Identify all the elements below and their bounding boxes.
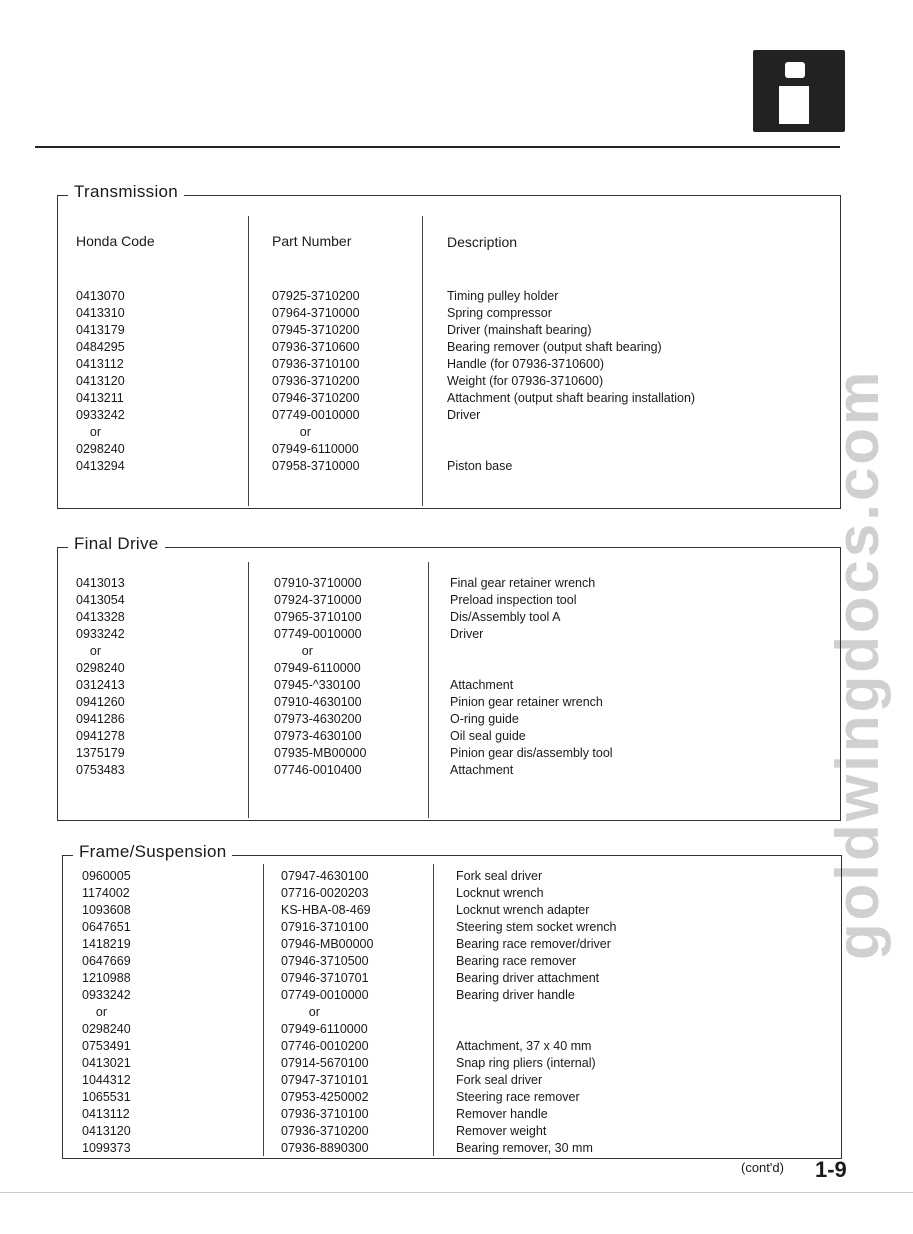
final-drive-cell-desc: Pinion gear retainer wrench: [450, 695, 603, 709]
transmission-cell-part: 07936-3710100: [272, 357, 360, 371]
final-drive-cell-code: 0312413: [76, 678, 125, 692]
transmission-cell-part: 07958-3710000: [272, 459, 360, 473]
transmission-cell-part: 07949-6110000: [272, 442, 359, 456]
frame-suspension-cell-code: 0960005: [82, 869, 131, 883]
transmission-cell-desc: [447, 424, 695, 441]
frame-suspension-cell-part: 07953-4250002: [281, 1090, 369, 1104]
frame-suspension-cell-desc: Remover handle: [456, 1107, 548, 1121]
header-description: Description: [447, 234, 518, 250]
final-drive-cell-code: 0413013: [76, 576, 125, 590]
frame-suspension-cell-desc: Fork seal driver: [456, 1073, 543, 1087]
frame-suspension-cell-desc: Locknut wrench adapter: [456, 903, 590, 917]
final-drive-cell-part: 07910-4630100: [274, 695, 362, 709]
final-drive-cell-part: 07973-4630100: [274, 729, 362, 743]
frame-suspension-cell-desc: [456, 1004, 617, 1021]
final-drive-descriptions: [450, 575, 613, 779]
frame-suspension-cell-part: or: [281, 1005, 320, 1019]
frame-suspension-cell-code: 0933242: [82, 988, 131, 1002]
transmission-cell-desc: Driver: [447, 408, 481, 422]
header-honda-code: Honda Code: [76, 233, 155, 249]
frame-suspension-cell-code: 1093608: [82, 903, 131, 917]
frame-suspension-cell-code: 0753491: [82, 1039, 131, 1053]
final-drive-cell-desc: Attachment: [450, 763, 514, 777]
transmission-section: [57, 182, 841, 509]
column-divider: [428, 562, 429, 818]
final-drive-cell-code: 1375179: [76, 746, 125, 760]
final-drive-cell-part: 07949-6110000: [274, 661, 361, 675]
transmission-cell-part: 07964-3710000: [272, 306, 360, 320]
frame-suspension-cell-code: 0647651: [82, 920, 131, 934]
final-drive-parts: [274, 575, 366, 779]
transmission-cell-desc: Spring compressor: [447, 306, 552, 320]
final-drive-cell-code: 0941260: [76, 695, 125, 709]
final-drive-cell-part: 07965-3710100: [274, 610, 362, 624]
column-divider: [248, 216, 249, 506]
transmission-cell-desc: [447, 441, 695, 458]
transmission-cell-part: 07945-3710200: [272, 323, 360, 337]
page-number: 1-9: [815, 1157, 847, 1182]
transmission-cell-part: 07749-0010000: [272, 408, 360, 422]
frame-suspension-parts: [281, 868, 373, 1157]
final-drive-codes: [76, 575, 125, 779]
info-icon-dot: [785, 62, 805, 78]
frame-suspension-cell-part: 07746-0010200: [281, 1039, 369, 1053]
transmission-cell-code: 0413294: [76, 459, 125, 473]
frame-suspension-cell-part: 07936-3710100: [281, 1107, 369, 1121]
transmission-cell-part: 07946-3710200: [272, 391, 360, 405]
transmission-cell-code: 0413112: [76, 357, 124, 371]
frame-suspension-cell-code: 1418219: [82, 937, 131, 951]
frame-suspension-cell-desc: Fork seal driver: [456, 869, 543, 883]
final-drive-cell-desc: Pinion gear dis/assembly tool: [450, 746, 613, 760]
transmission-cell-desc: Driver (mainshaft bearing): [447, 323, 592, 337]
column-divider: [248, 562, 249, 818]
frame-suspension-cell-part: 07936-8890300: [281, 1141, 369, 1155]
info-icon: [753, 50, 845, 132]
frame-suspension-cell-code: 1044312: [82, 1073, 131, 1087]
column-divider: [433, 864, 434, 1156]
column-divider: [422, 216, 423, 506]
frame-suspension-cell-desc: [456, 1021, 617, 1038]
transmission-cell-code: 0413070: [76, 289, 125, 303]
frame-suspension-cell-desc: Steering stem socket wrench: [456, 920, 617, 934]
frame-suspension-cell-part: 07716-0020203: [281, 886, 369, 900]
frame-suspension-cell-desc: Bearing driver attachment: [456, 971, 600, 985]
info-icon-stem: [779, 86, 809, 124]
frame-suspension-cell-desc: Snap ring pliers (internal): [456, 1056, 596, 1070]
final-drive-cell-desc: Final gear retainer wrench: [450, 576, 596, 590]
final-drive-cell-desc: O-ring guide: [450, 712, 519, 726]
frame-suspension-cell-desc: Steering race remover: [456, 1090, 580, 1104]
final-drive-cell-code: 0941278: [76, 729, 125, 743]
transmission-codes: [76, 288, 125, 475]
transmission-parts: [272, 288, 360, 475]
frame-suspension-cell-code: 0413021: [82, 1056, 131, 1070]
transmission-cell-desc: Weight (for 07936-3710600): [447, 374, 604, 388]
transmission-cell-part: 07936-3710600: [272, 340, 360, 354]
frame-suspension-cell-desc: Bearing remover, 30 mm: [456, 1141, 593, 1155]
frame-suspension-cell-code: 1099373: [82, 1141, 131, 1155]
transmission-cell-code: 0413179: [76, 323, 125, 337]
column-divider: [263, 864, 264, 1156]
transmission-descriptions: [447, 288, 695, 475]
final-drive-cell-desc: Preload inspection tool: [450, 593, 577, 607]
bottom-divider: [0, 1192, 913, 1193]
frame-suspension-cell-desc: Remover weight: [456, 1124, 547, 1138]
final-drive-cell-desc: [450, 660, 613, 677]
final-drive-cell-code: 0933242: [76, 627, 125, 641]
final-drive-section: [57, 534, 841, 821]
frame-suspension-section: [62, 842, 842, 1159]
frame-suspension-cell-desc: Bearing driver handle: [456, 988, 575, 1002]
header-part-number: Part Number: [272, 233, 352, 249]
transmission-title: Transmission: [68, 182, 184, 202]
frame-suspension-cell-code: 1210988: [82, 971, 131, 985]
transmission-cell-code: 0413211: [76, 391, 124, 405]
final-drive-cell-desc: [450, 643, 613, 660]
frame-suspension-cell-part: 07946-3710701: [281, 971, 369, 985]
frame-suspension-descriptions: [456, 868, 617, 1157]
final-drive-cell-code: 0941286: [76, 712, 125, 726]
transmission-cell-code: 0413120: [76, 374, 125, 388]
frame-suspension-cell-desc: Bearing race remover/driver: [456, 937, 611, 951]
frame-suspension-cell-part: 07946-MB00000: [281, 937, 374, 951]
frame-suspension-cell-code: or: [82, 1005, 108, 1019]
continued-label: (cont'd): [741, 1160, 784, 1175]
final-drive-cell-part: 07935-MB00000: [274, 746, 367, 760]
final-drive-cell-desc: Dis/Assembly tool A: [450, 610, 561, 624]
watermark: goldwingdocs.com: [824, 368, 891, 960]
final-drive-cell-desc: Driver: [450, 627, 484, 641]
final-drive-cell-desc: Attachment: [450, 678, 514, 692]
final-drive-cell-part: 07973-4630200: [274, 712, 362, 726]
frame-suspension-cell-part: 07914-5670100: [281, 1056, 369, 1070]
final-drive-title: Final Drive: [68, 534, 165, 554]
final-drive-cell-part: 07749-0010000: [274, 627, 362, 641]
transmission-cell-part: 07925-3710200: [272, 289, 360, 303]
final-drive-cell-part: 07924-3710000: [274, 593, 362, 607]
transmission-cell-desc: Attachment (output shaft bearing installation): [447, 391, 696, 405]
final-drive-cell-part: or: [274, 644, 313, 658]
frame-suspension-title: Frame/Suspension: [73, 842, 232, 862]
frame-suspension-cell-part: 07749-0010000: [281, 988, 369, 1002]
frame-suspension-cell-code: 0413120: [82, 1124, 131, 1138]
transmission-cell-desc: Handle (for 07936-3710600): [447, 357, 605, 371]
frame-suspension-codes: [82, 868, 131, 1157]
final-drive-cell-code: 0298240: [76, 661, 125, 675]
transmission-cell-code: 0933242: [76, 408, 125, 422]
final-drive-cell-code: 0753483: [76, 763, 125, 777]
transmission-cell-part: 07936-3710200: [272, 374, 360, 388]
frame-suspension-cell-code: 1065531: [82, 1090, 131, 1104]
final-drive-cell-part: 07910-3710000: [274, 576, 362, 590]
frame-suspension-cell-code: 0413112: [82, 1107, 130, 1121]
final-drive-cell-code: 0413054: [76, 593, 125, 607]
transmission-cell-desc: Piston base: [447, 459, 513, 473]
frame-suspension-cell-part: 07946-3710500: [281, 954, 369, 968]
frame-suspension-cell-part: 07947-3710101: [281, 1073, 369, 1087]
frame-suspension-cell-desc: Bearing race remover: [456, 954, 577, 968]
frame-suspension-cell-part: 07947-4630100: [281, 869, 369, 883]
final-drive-cell-part: 07746-0010400: [274, 763, 362, 777]
transmission-cell-desc: Bearing remover (output shaft bearing): [447, 340, 662, 354]
frame-suspension-cell-part: 07936-3710200: [281, 1124, 369, 1138]
transmission-cell-part: or: [272, 425, 311, 439]
frame-suspension-cell-part: KS-HBA-08-469: [281, 903, 371, 917]
final-drive-cell-code: 0413328: [76, 610, 125, 624]
transmission-cell-code: 0298240: [76, 442, 125, 456]
frame-suspension-cell-code: 0647669: [82, 954, 131, 968]
frame-suspension-cell-code: 0298240: [82, 1022, 131, 1036]
final-drive-cell-part: 07945-^330100: [274, 678, 361, 692]
frame-suspension-cell-part: 07949-6110000: [281, 1022, 368, 1036]
transmission-cell-code: 0413310: [76, 306, 125, 320]
frame-suspension-cell-part: 07916-3710100: [281, 920, 369, 934]
frame-suspension-cell-desc: Attachment, 37 x 40 mm: [456, 1039, 592, 1053]
top-divider: [35, 146, 840, 148]
transmission-cell-desc: Timing pulley holder: [447, 289, 559, 303]
frame-suspension-cell-code: 1174002: [82, 886, 130, 900]
final-drive-cell-desc: Oil seal guide: [450, 729, 526, 743]
transmission-cell-code: or: [76, 425, 102, 439]
final-drive-cell-code: or: [76, 644, 102, 658]
transmission-cell-code: 0484295: [76, 340, 125, 354]
frame-suspension-cell-desc: Locknut wrench: [456, 886, 544, 900]
